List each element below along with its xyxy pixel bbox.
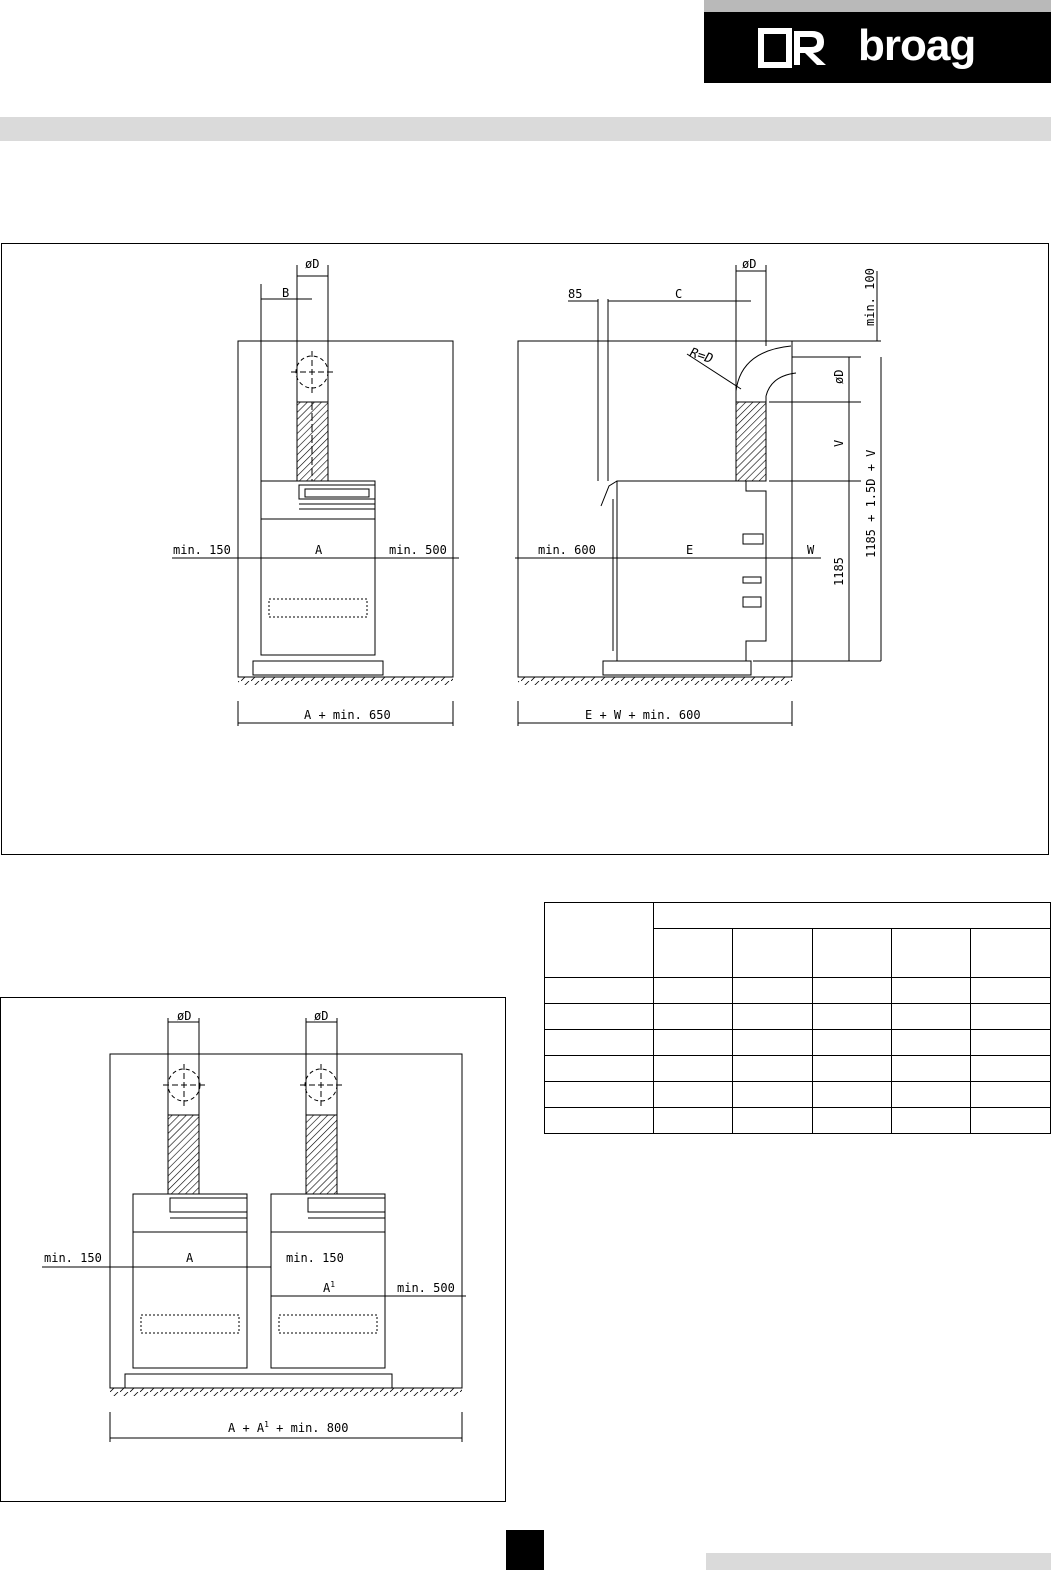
table-cell <box>892 1108 971 1134</box>
table-cell <box>971 1004 1051 1030</box>
table-cell <box>813 1030 892 1056</box>
brand-name: broag <box>858 21 976 70</box>
twin-width-a1-label: $A^1$ <box>323 1280 336 1295</box>
table-cell <box>654 1108 733 1134</box>
table-row <box>545 1004 1051 1030</box>
table-cell <box>971 1056 1051 1082</box>
table-cell <box>545 1004 654 1030</box>
table-cell <box>971 1082 1051 1108</box>
table-cell <box>813 1004 892 1030</box>
table-header-cell <box>545 903 654 978</box>
table-cell <box>892 1004 971 1030</box>
side-total-depth-label: E + W + min. 600 <box>585 708 701 722</box>
table-cell <box>733 1108 813 1134</box>
table-header-row <box>545 903 1051 929</box>
table-cell <box>892 978 971 1004</box>
figure-twin-boiler <box>0 997 506 1502</box>
table-cell <box>545 978 654 1004</box>
table-cell <box>545 1108 654 1134</box>
twin-base-plinth <box>125 1374 392 1388</box>
side-bend-radius-label: R=D <box>687 345 715 368</box>
twin-left-clearance-label: min. 150 <box>44 1251 102 1265</box>
table-cell <box>733 1082 813 1108</box>
twin-width-a-label: A <box>186 1251 194 1265</box>
side-rear-w-label: W <box>807 543 815 557</box>
side-diameter-label: øD <box>742 257 757 271</box>
side-boiler-height-label: 1185 <box>832 557 846 586</box>
table-row <box>545 1030 1051 1056</box>
table-header-cell <box>813 929 892 978</box>
twin-boiler-drawing <box>1 998 505 1501</box>
table-cell <box>971 1030 1051 1056</box>
twin-ground-hatch <box>110 1388 462 1396</box>
table-row <box>545 978 1051 1004</box>
table-cell <box>813 1108 892 1134</box>
table-cell <box>813 978 892 1004</box>
table-cell <box>654 1030 733 1056</box>
front-ground-hatch <box>238 677 453 685</box>
table-cell <box>654 1004 733 1030</box>
table-row <box>545 1056 1051 1082</box>
table-cell <box>892 1082 971 1108</box>
twin-right-diameter-label: øD <box>314 1009 329 1023</box>
side-total-height-label: 1185 + 1.5D + V <box>864 449 878 558</box>
table-header-cell <box>654 903 1051 929</box>
table-cell <box>654 1082 733 1108</box>
broag-logo-icon <box>758 28 830 68</box>
front-right-clearance-label: min. 500 <box>389 543 447 557</box>
footer-bar <box>706 1553 1051 1570</box>
table-cell <box>654 1056 733 1082</box>
table-row <box>545 1108 1051 1134</box>
table-cell <box>733 1004 813 1030</box>
front-offset-b-label: B <box>282 286 290 300</box>
twin-room-outline <box>110 1054 462 1388</box>
side-rear-gap-label: 85 <box>568 287 583 301</box>
front-boiler-body <box>261 519 375 655</box>
table-cell <box>545 1056 654 1082</box>
twin-gap-clearance-label: min. 150 <box>286 1251 344 1265</box>
left-flue-insulation <box>168 1115 199 1194</box>
side-boiler-body <box>617 481 766 661</box>
table-cell <box>654 978 733 1004</box>
table-cell <box>892 1030 971 1056</box>
twin-left-diameter-label: øD <box>177 1009 192 1023</box>
side-flue-height-v-label: V <box>832 439 846 447</box>
table-cell <box>733 1056 813 1082</box>
table-cell <box>892 1056 971 1082</box>
front-left-clearance-label: min. 150 <box>173 543 231 557</box>
twin-right-clearance-label: min. 500 <box>397 1281 455 1295</box>
side-depth-e-label: E <box>686 543 694 557</box>
section-title-bar <box>0 117 1051 141</box>
table-header-cell <box>971 929 1051 978</box>
twin-total-width-label: $A + A^1 + \min$. 800 <box>228 1420 349 1435</box>
front-total-width-label: A + min. 650 <box>304 708 391 722</box>
table-row <box>545 1082 1051 1108</box>
right-flue-insulation <box>306 1115 337 1194</box>
dimension-table <box>544 902 1051 1134</box>
right-boiler-top <box>271 1194 385 1232</box>
table-header-cell <box>892 929 971 978</box>
single-boiler-drawing <box>2 244 1048 854</box>
side-flue-diameter-label: øD <box>832 369 846 384</box>
page-number-box <box>506 1530 544 1570</box>
front-boiler-top <box>261 481 375 519</box>
left-boiler-top <box>133 1194 247 1232</box>
table-cell <box>813 1082 892 1108</box>
table-header-cell <box>733 929 813 978</box>
table-header-cell <box>654 929 733 978</box>
side-front-clearance-label: min. 600 <box>538 543 596 557</box>
table-cell <box>813 1056 892 1082</box>
figure-single-boiler <box>1 243 1049 855</box>
side-top-clearance-label: min. 100 <box>863 268 877 326</box>
table-cell <box>733 1030 813 1056</box>
side-boiler-base <box>603 661 751 675</box>
table-cell <box>545 1082 654 1108</box>
side-ground-hatch <box>518 677 792 685</box>
front-diameter-label: øD <box>305 257 320 271</box>
side-offset-c-label: C <box>675 287 683 301</box>
brand-logo <box>704 12 1051 83</box>
front-boiler-base <box>253 661 383 675</box>
table-cell <box>971 1108 1051 1134</box>
side-room-outline <box>518 341 792 677</box>
front-width-a-label: A <box>315 543 323 557</box>
table-cell <box>733 978 813 1004</box>
table-cell <box>545 1030 654 1056</box>
table-cell <box>971 978 1051 1004</box>
header-stripe <box>704 0 1051 12</box>
side-flue-insulation <box>736 402 766 481</box>
